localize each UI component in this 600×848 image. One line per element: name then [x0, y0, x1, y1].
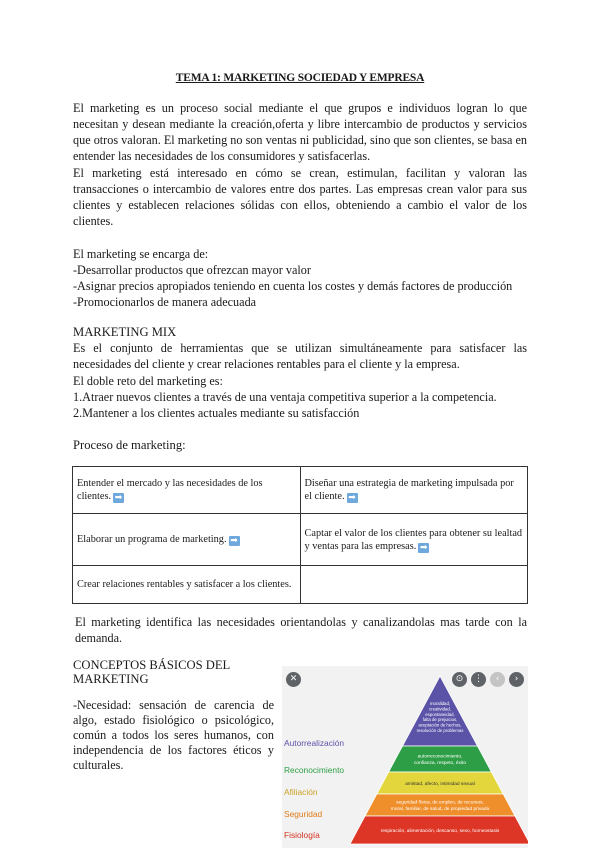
pyramid-layer-text: resolución de problemas [416, 728, 464, 734]
mix-heading: MARKETING MIX [73, 325, 177, 339]
challenge-intro: El doble reto del marketing es: [73, 374, 223, 388]
challenge-item: 2.Mantener a los clientes actuales mediante su satisfacción [73, 406, 360, 420]
arrow-right-icon: ➡ [348, 493, 356, 503]
intro-paragraph-1: El marketing es un proceso social mediante el que grupos e individuos logran lo que necesitan y desean mediante la creación,oferta y libre intercambio de productos y servicios que otros valoran. El marketing no son ventas ni publicidad, sino que son clientes, se basa en entender las necesidades de los consumidores y satisfacerlas. [73, 101, 527, 163]
close-icon[interactable]: ✕ [286, 672, 301, 687]
table-cell [300, 566, 528, 604]
intro-paragraph-2: El marketing está interesado en cómo se crean, estimulan, facilitan y valoran las transacciones o intercambio de valores entre dos partes. Las empresas crean valor para sus clientes y establecen relaciones sólidas con ellos, obteniendo a cambio el valor de los clientes. [73, 166, 527, 228]
pyramid-layer-text: moralidad, [429, 700, 451, 706]
level-label-reconocimiento: Reconocimiento [284, 765, 345, 775]
level-label-afiliacion: Afiliación [284, 787, 318, 797]
pyramid-image-viewer [282, 666, 528, 848]
level-label-fisiologia: Fisiología [284, 830, 320, 840]
previous-image-icon[interactable]: ‹ [490, 672, 505, 687]
pyramid-layer-text: respiración, alimentación, descanso, sexo, homeostasis [380, 828, 500, 834]
pyramid-layer-text: falta de prejuicios, [422, 717, 458, 723]
mix-paragraph: Es el conjunto de herramientas que se utilizan simultáneamente para satisfacer las necesidades del cliente y crear relaciones rentables para el cliente y la empresa. [73, 341, 527, 371]
arrow-right-icon: ➡ [114, 493, 123, 503]
pyramid-layer-text: moral, familiar, de salud, de propiedad privada [390, 807, 490, 813]
closing-paragraph: El marketing identifica las necesidades orientandolas y canalizandolas mas tarde con la demanda. [75, 615, 527, 645]
lens-icon[interactable]: ⊙ [452, 672, 467, 687]
table-cell: Entender el mercado y las necesidades de los clientes. ➡ [73, 467, 301, 514]
pyramid-layer-text: seguridad física, de empleo, de recursos, [396, 800, 484, 806]
process-table [72, 466, 528, 604]
pyramid-layer-text: espontaneidad, [425, 711, 455, 717]
pyramid-layer-text: aceptación de hechos, [418, 722, 462, 728]
task-item: -Asignar precios apropiados teniendo en cuenta los costes y demás factores de producción [73, 279, 513, 293]
table-cell: Diseñar una estrategia de marketing impulsada por el cliente. ➡ [300, 467, 528, 514]
tasks-intro: El marketing se encarga de: [73, 247, 209, 261]
table-row [73, 566, 528, 604]
pyramid-layer-text: amistad, afecto, intimidad sexual [405, 781, 475, 787]
table-row [73, 514, 528, 566]
pyramid-layer-text: confianza, respeto, éxito [414, 761, 466, 767]
maslow-pyramid [282, 666, 528, 848]
table-row [73, 467, 528, 514]
pyramid-layer-text: creatividad, [429, 706, 451, 712]
next-image-icon[interactable]: › [509, 672, 524, 687]
challenge-item: 1.Atraer nuevos clientes a través de una ventaja competitiva superior a la competencia. [73, 390, 497, 404]
level-label-autorrealizacion: Autorrealización [284, 738, 345, 748]
concepts-heading: CONCEPTOS BÁSICOS DEL MARKETING [73, 658, 230, 686]
task-item: -Promocionarlos de manera adecuada [73, 295, 257, 309]
pyramid-layer-text: autorreconocimiento, [417, 754, 463, 760]
more-options-icon[interactable]: ⋮ [471, 672, 486, 687]
table-cell: Captar el valor de los clientes para obtener su lealtad y ventas para las empresas. ➡ [300, 514, 528, 566]
arrow-right-icon: ➡ [420, 542, 428, 553]
arrow-right-icon: ➡ [230, 536, 238, 546]
need-paragraph: -Necesidad: sensación de carencia de algo, estado fisiológico o psicológico, común a todos los seres humanos, con independencia de los factores éticos y culturales. [73, 698, 274, 772]
table-cell: Elaborar un programa de marketing. ➡ [73, 514, 301, 566]
level-label-seguridad: Seguridad [284, 809, 323, 819]
task-item: -Desarrollar productos que ofrezcan mayor valor [73, 263, 311, 277]
page-title: TEMA 1: MARKETING SOCIEDAD Y EMPRESA [175, 72, 425, 84]
process-heading: Proceso de marketing: [73, 438, 186, 452]
table-cell: Crear relaciones rentables y satisfacer a los clientes. [73, 566, 301, 604]
